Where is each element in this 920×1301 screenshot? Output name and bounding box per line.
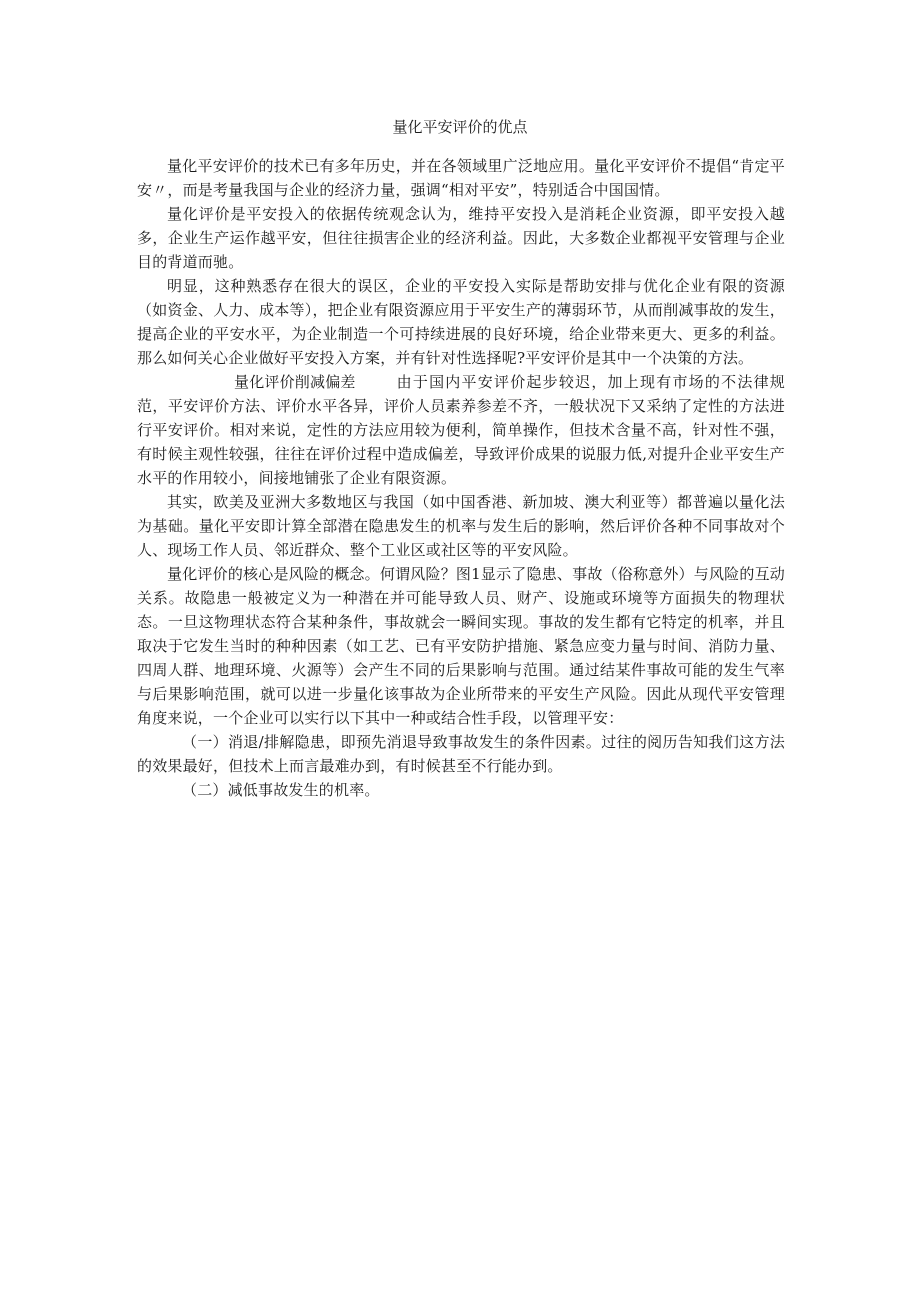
document-body (137, 154, 785, 802)
paragraph: 其实，欧美及亚洲大多数地区与我国（如中国香港、新加坡、澳大利亚等）都普遍以量化法为基础。量化平安即计算全部潜在隐患发生的机率与发生后的影响，然后评价各种不同事故对个人、现场工作人员、邻近群众、整个工业区或社区等的平安风险。 (137, 493, 785, 559)
paragraph: 量化评价的核心是风险的概念。何谓风险？图1显示了隐患、事故（俗称意外）与风险的互动关系。故隐患一般被定义为一种潜在并可能导致人员、财产、设施或环境等方面损失的物理状态。一旦这物理状态符合某种条件，事故就会一瞬间实现。事故的发生都有它特定的机率，并且取决于它发生当时的种种因素（如工艺、已有平安防护措施、紧急应变力量与时间、消防力量、四周人群、地理环境、火源等）会产生不同的后果影响与范围。通过结某件事故可能的发生气率与后果影响范围，就可以进一步量化该事故为企业所带来的平安生产风险。因此从现代平安管理角度来说，一个企业可以实行以下其中一种或结合性手段，以管理平安： (137, 565, 785, 727)
list-item: （二）减低事故发生的机率。 (182, 781, 380, 799)
section-paragraph (137, 370, 785, 490)
list-item: （一）消退/排解隐患，即预先消退导致事故发生的条件因素。过往的阅历告知我们这方法的效果最好，但技术上而言最难办到，有时候甚至不行能办到。 (137, 733, 785, 775)
paragraph: 量化平安评价的技术已有多年历史，并在各领域里广泛地应用。量化平安评价不提倡“肯定平安〃，而是考量我国与企业的经济力量，强调“相对平安”，特别适合中国国情。 (137, 157, 785, 199)
section-heading-continuation: 由于国内平安评价起步较迟，加上现有市场的不法律规范，平安评价方法、评价水平各异，评价人员素养参差不齐，一般状况下又采纳了定性的方法进行平安评价。相对来说，定性的方法应用较为便利，简单操作，但技术含量不高，针对性不强，有时候主观性较强，往往在评价过程中造成偏差，导致评价成果的说服力低,对提升企业平安生产水平的作用较小，间接地铺张了企业有限资源。 (137, 373, 785, 487)
paragraph: 量化评价是平安投入的依据传统观念认为，维持平安投入是消耗企业资源，即平安投入越多，企业生产运作越平安，但往往损害企业的经济利益。因此，大多数企业都视平安管理与企业目的背道而驰。 (137, 205, 785, 271)
paragraph: 明显，这种熟悉存在很大的误区，企业的平安投入实际是帮助安排与优化企业有限的资源（如资金、人力、成本等），把企业有限资源应用于平安生产的薄弱环节，从而削减事故的发生，提高企业的平安水平，为企业制造一个可持续进展的良好环境，给企业带来更大、更多的利益。那么如何关心企业做好平安投入方案，并有针对性选择呢?平安评价是其中一个决策的方法。 (137, 277, 785, 367)
section-heading: 量化评价削减偏差 (234, 373, 356, 391)
document-title: 量化平安评价的优点 (392, 118, 528, 136)
